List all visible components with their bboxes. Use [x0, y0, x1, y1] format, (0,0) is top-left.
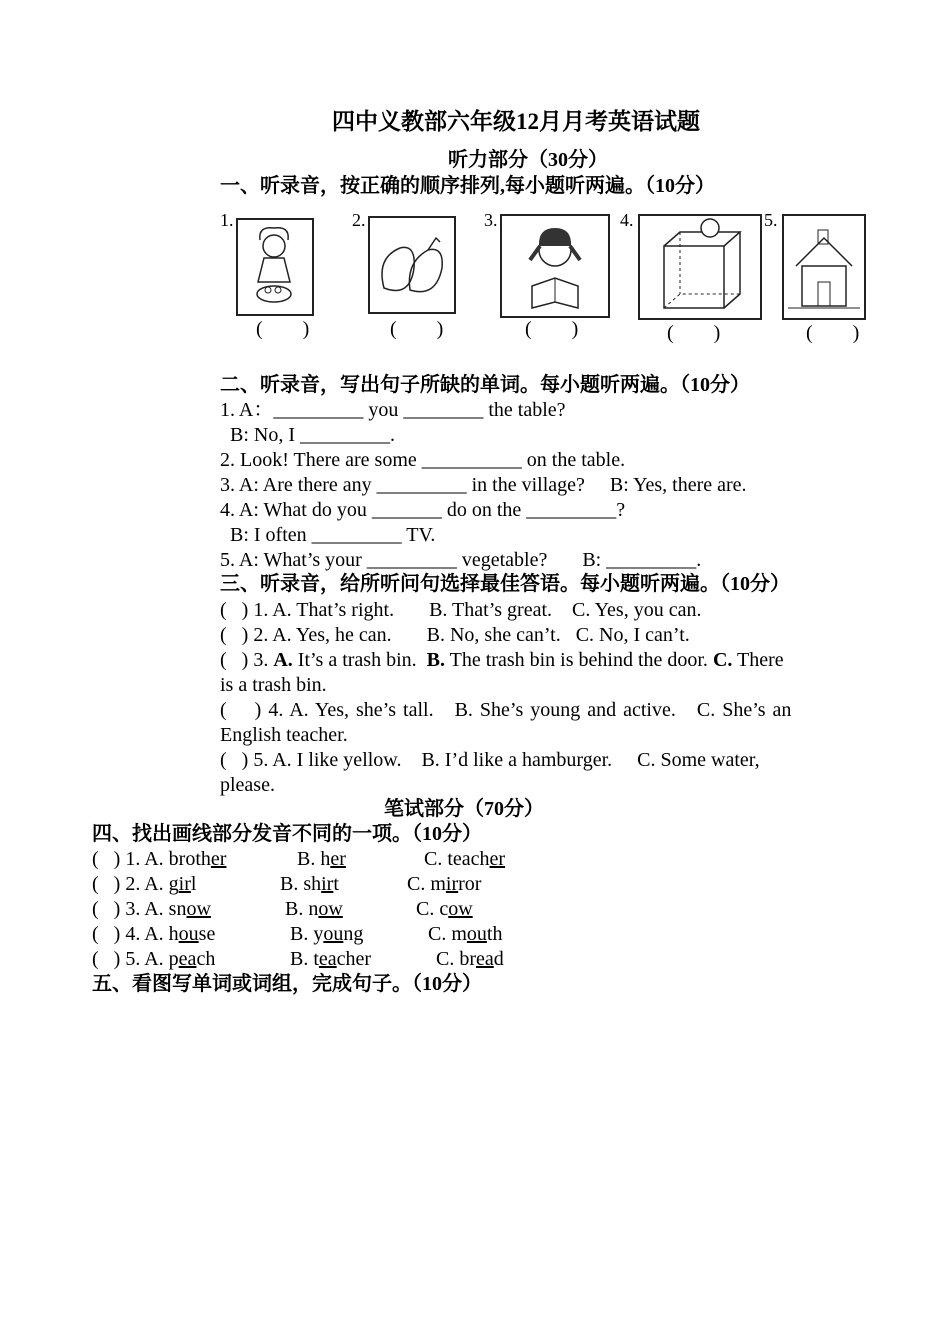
- s4-item-2-b: B. shirt: [280, 873, 339, 895]
- s2-line: 3. A: Are there any _________ in the village? B: Yes, there are.: [220, 474, 747, 496]
- s4-item-4-b: B. young: [290, 923, 364, 945]
- s4-item-2: ( ) 2. A. girl: [92, 873, 197, 895]
- s4-item-1-c: C. teacher: [424, 848, 506, 870]
- s3-question-5: ( ) 5. A. I like yellow. B. I’d like a hamburger. C. Some water,: [220, 749, 760, 771]
- s4-item-3: ( ) 3. A. snow: [92, 898, 211, 920]
- s4-item-1: ( ) 1. A. brother: [92, 848, 227, 870]
- box-ball-icon: [638, 214, 762, 320]
- picture-5: [764, 212, 864, 322]
- answer-blank-1[interactable]: ( ): [256, 318, 310, 340]
- section-5-heading: 五、看图写单词或词组，完成句子。（10分）: [92, 973, 482, 995]
- s3-question-4-cont: English teacher.: [220, 724, 348, 746]
- picture-4: [620, 212, 760, 322]
- s4-item-1-b: B. her: [297, 848, 346, 870]
- s2-line: 5. A: What’s your _________ vegetable? B: _________.: [220, 549, 702, 571]
- s4-item-4-c: C. mouth: [428, 923, 503, 945]
- girl-reading-icon: [500, 214, 610, 318]
- s3-question-5-cont: please.: [220, 774, 275, 796]
- answer-blank-3[interactable]: ( ): [525, 318, 579, 340]
- s4-item-5-c: C. bread: [436, 948, 504, 970]
- s2-line: B: No, I _________.: [220, 424, 395, 446]
- picture-2: [352, 212, 452, 322]
- s2-line: 1. A：_________ you ________ the table?: [220, 399, 566, 421]
- written-heading: 笔试部分（70分）: [384, 798, 544, 820]
- section-3-heading: 三、听录音，给所听问句选择最佳答语。每小题听两遍。（10分）: [220, 573, 790, 595]
- s4-item-3-c: C. cow: [416, 898, 473, 920]
- picture-number: 5.: [764, 210, 778, 230]
- eggplant-icon: [368, 216, 456, 314]
- s4-item-3-b: B. now: [285, 898, 343, 920]
- listening-heading: 听力部分（30分）: [448, 149, 608, 171]
- section-4-heading: 四、找出画线部分发音不同的一项。（10分）: [92, 823, 482, 845]
- answer-blank-4[interactable]: ( ): [667, 322, 721, 344]
- s3-question-4: ( ) 4. A. Yes, she’s tall. B. She’s young and active. C. She’s an: [220, 699, 792, 721]
- girl-washing-icon: [236, 218, 314, 316]
- s2-line: 2. Look! There are some __________ on the table.: [220, 449, 626, 471]
- section-2-heading: 二、听录音，写出句子所缺的单词。每小题听两遍。（10分）: [220, 374, 750, 396]
- answer-blank-2[interactable]: ( ): [390, 318, 444, 340]
- picture-number: 3.: [484, 210, 498, 230]
- house-icon: [782, 214, 866, 320]
- page-title: 四中义教部六年级12月月考英语试题: [332, 109, 700, 134]
- s2-line: 4. A: What do you _______ do on the _________?: [220, 499, 626, 521]
- s3-question-2: ( ) 2. A. Yes, he can. B. No, she can’t. C. No, I can’t.: [220, 624, 690, 646]
- s2-line: B: I often _________ TV.: [220, 524, 436, 546]
- s3-question-1: ( ) 1. A. That’s right. B. That’s great. C. Yes, you can.: [220, 599, 702, 621]
- picture-1: [220, 212, 320, 322]
- picture-number: 1.: [220, 210, 234, 230]
- s4-item-2-c: C. mirror: [407, 873, 482, 895]
- picture-number: 2.: [352, 210, 366, 230]
- picture-number: 4.: [620, 210, 634, 230]
- s4-item-5: ( ) 5. A. peach: [92, 948, 216, 970]
- picture-3: [484, 212, 610, 322]
- answer-blank-5[interactable]: ( ): [806, 322, 860, 344]
- s3-question-3-cont: is a trash bin.: [220, 674, 327, 696]
- s4-item-4: ( ) 4. A. house: [92, 923, 216, 945]
- s3-question-3: ( ) 3. A. It’s a trash bin. B. The trash bin is behind the door. C. There: [220, 649, 784, 671]
- section-1-heading: 一、听录音，按正确的顺序排列,每小题听两遍。（10分）: [220, 175, 715, 197]
- s4-item-5-b: B. teacher: [290, 948, 372, 970]
